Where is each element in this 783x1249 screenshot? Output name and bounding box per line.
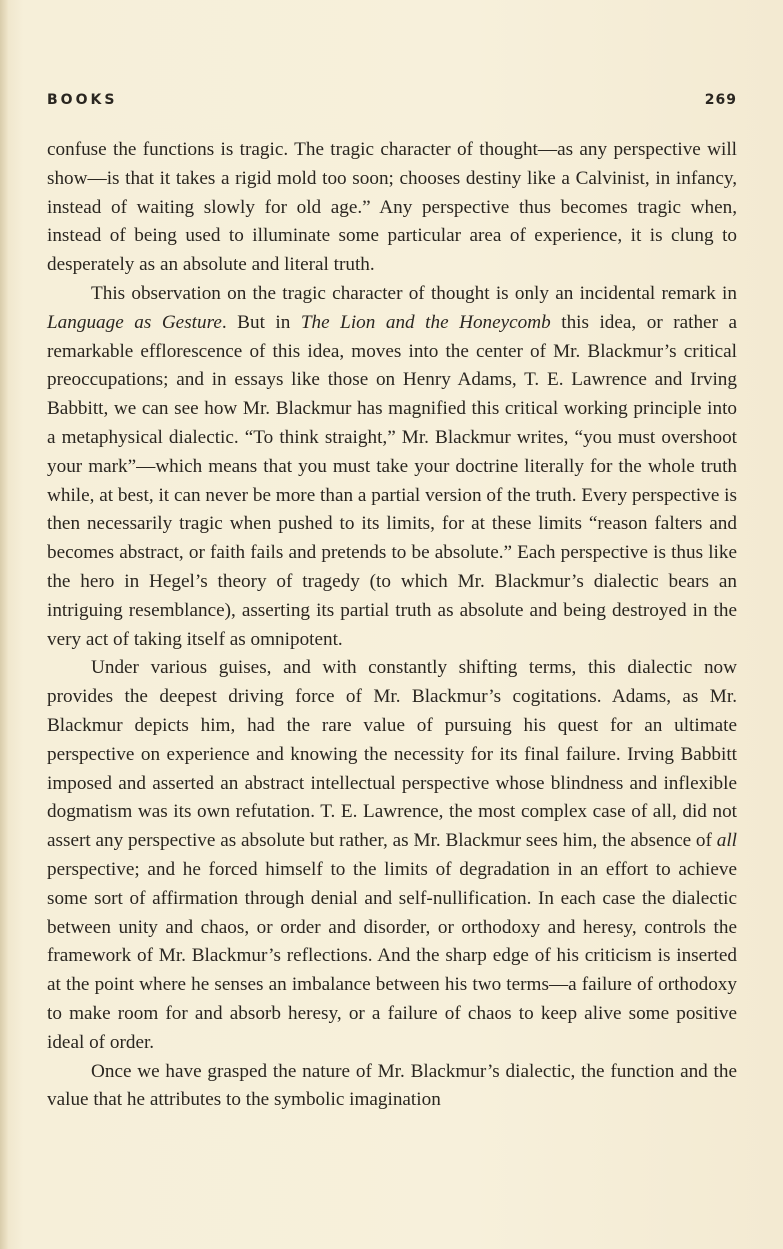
text-run: Under various guises, and with constantly shifting terms, this dialectic now provides the deepest driving force of Mr. Blackmur’s cogitations. Adams, as Mr. Blackmur depicts him, had the rare value of pursuing his quest for an ultimate perspective on experience and knowing the necessity for its final failure. Irving Babbitt imposed and asserted an abstract intellectual perspective whose blindness and inflexible dogmatism was its own refutation. T. E. Lawrence, the most complex case of all, did not assert any perspective as absolute but rather, as Mr. Blackmur sees him, the absence of <box>47 657 737 852</box>
paragraph <box>47 280 737 654</box>
page-header <box>47 92 737 114</box>
text-run: this idea, or rather a remarkable efflorescence of this idea, moves into the center of Mr. Blackmur’s critical preoccupations; and in essays like those on Henry Adams, T. E. Lawrence and Irving Babbitt, we can see how Mr. Blackmur has magnified this critical working principle into a metaphysical dialectic. “To think straight,” Mr. Blackmur writes, “you must overshoot your mark”—which means that you must take your doctrine literally for the whole truth while, at best, it can never be more than a partial version of the truth. Every perspective is then necessarily tragic when pushed to its limits, for at these limits “reason falters and becomes abstract, or faith fails and pretends to be absolute.” Each perspective is thus like the hero in Hegel’s theory of tragedy (to which Mr. Blackmur’s dialectic bears an intriguing resemblance), asserting its partial truth as absolute and being destroyed in the very act of taking itself as omnipotent. <box>47 311 737 650</box>
italic-title: Language as Gesture <box>47 311 222 333</box>
italic-title: all <box>716 830 737 852</box>
body-text <box>47 136 737 1115</box>
italic-title: The Lion and the Honeycomb <box>300 311 551 333</box>
text-run: . But in <box>221 311 301 333</box>
paragraph <box>47 1058 737 1116</box>
text-run: This observation on the tragic character of thought is only an incidental remark in <box>91 282 737 304</box>
page-number: 269 <box>704 92 737 108</box>
text-run: perspective; and he forced himself to the limits of degradation in an effort to achieve some sort of affirmation through denial and self-nullification. In each case the dialectic between unity and chaos, or order and disorder, or orthodoxy and heresy, controls the framework of Mr. Blackmur’s reflections. And the sharp edge of his criticism is inserted at the point where he senses an imbalance between his two terms—a failure of orthodoxy to make room for and absorb heresy, or a failure of chaos to keep alive some positive ideal of order. <box>47 858 737 1053</box>
page-gutter-shadow <box>0 0 8 1249</box>
running-head: BOOKS <box>47 92 118 108</box>
paragraph <box>47 654 737 1057</box>
text-run: confuse the functions is tragic. The tragic character of thought—as any perspective will show—is that it takes a rigid mold too soon; chooses destiny like a Calvinist, in infancy, instead of waiting slowly for old age.” Any perspective thus becomes tragic when, instead of being used to illuminate some particular area of experience, it is clung to desperately as an absolute and literal truth. <box>47 139 737 276</box>
text-run: Once we have grasped the nature of Mr. Blackmur’s dialectic, the function and the value that he attributes to the symbolic imagination <box>47 1060 737 1111</box>
paragraph <box>47 136 737 280</box>
